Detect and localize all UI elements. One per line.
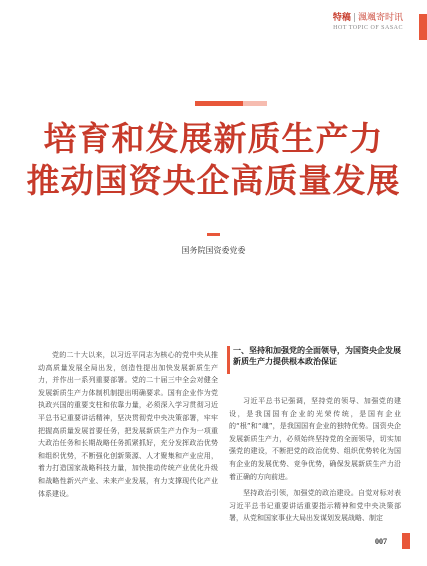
title-accent-bar	[195, 101, 243, 106]
header-special-label: 特稿	[332, 13, 351, 23]
running-header	[333, 12, 403, 32]
header-column-name: 渢颯寄时讯	[357, 13, 403, 23]
header-separator: |	[352, 13, 356, 23]
article-title	[0, 118, 427, 202]
page-number: 007	[375, 537, 387, 546]
body-left-column	[38, 349, 218, 500]
article-title-line-2: 推动国资央企高质量发展	[26, 161, 401, 200]
header-column-line	[333, 12, 403, 24]
section-paragraph: 坚持政治引领，加强党的政治建设。自觉对标对表习近平总书记重要讲话重要指示精神和党中央决策部署，从党和国家事业大局出发谋划发展战略、制定	[229, 489, 401, 523]
section-heading-bar	[227, 346, 230, 374]
author-accent-bar	[207, 233, 220, 236]
title-accent-bar-faded	[243, 101, 267, 106]
body-right-column	[229, 395, 401, 529]
corner-accent-bar	[419, 14, 427, 40]
section-heading: 一、坚持和加强党的全面领导，为国资央企发展新质生产力提供根本政治保证	[233, 345, 401, 366]
page-number-marker	[402, 533, 410, 549]
article-author: 国务院国资委党委	[181, 246, 246, 255]
intro-paragraph: 党的二十大以来，以习近平同志为核心的党中央从推动高质量发展全局出发，创造性提出加快发展新质生产力，并作出一系列重要部署。党的二十届三中全会对健全发展新质生产力体制机制提出明确要求。国有企业作为党执政兴国的重要支柱和依靠力量，必须深入学习贯彻习近平总书记重要讲话精神，坚决贯彻党中央决策部署，牢牢把握高质量发展首要任务，把发展新质生产力作为一项重大政治任务和长期战略任务抓紧抓好，充分发挥政治优势和组织优势，不断强化创新策源、人才聚集和产业应用，着力打造国家战略科技力量，加快推动传统产业优化升级和战略性新兴产业、未来产业发展，有力支撑现代化产业体系建设。	[38, 351, 218, 498]
article-title-line-1: 培育和发展新质生产力	[43, 119, 384, 158]
section-paragraph: 习近平总书记强调，坚持党的领导、加强党的建设，是我国国有企业的光荣传统，是国有企业的“根”和“魂”，是我国国有企业的独特优势。国资央企发展新质生产力，必须始终坚持党的全面领导，切实加强党的建设，不断把党的政治优势、组织优势转化为国有企业的发展优势、竞争优势，确保发展新质生产力沿着正确的方向前进。	[229, 397, 401, 481]
header-english: HOT TOPIC OF SASAC	[333, 25, 403, 31]
